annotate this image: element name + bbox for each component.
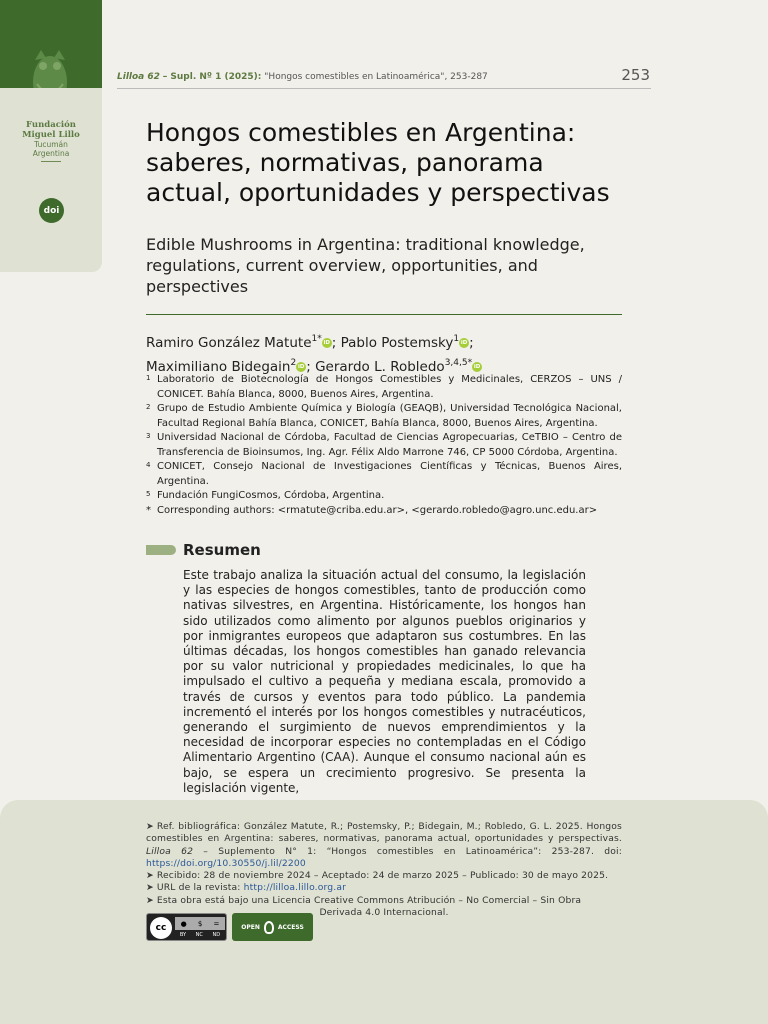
cc-conditions-icons: [175, 917, 225, 930]
citation-info: [146, 821, 622, 919]
affiliation-number: 1: [146, 374, 151, 382]
orcid-icon[interactable]: iD: [297, 364, 305, 370]
affiliation-number: *: [146, 504, 151, 516]
author-name: Gerardo L. Robledo: [315, 359, 445, 375]
license-text: Esta obra está bajo una Licencia Creative Commons Atribución – No Comercial – Sin Obra: [156, 894, 582, 906]
author-affiliation-mark: 2: [290, 358, 297, 368]
institution-divider: [41, 161, 61, 162]
affiliation-item: [146, 431, 622, 460]
author-separator: ;: [306, 359, 316, 375]
corresponding-authors: [146, 504, 622, 519]
affiliation-item: [146, 489, 622, 504]
author-name: Pablo Postemsky: [340, 335, 454, 351]
cc-label: NC: [195, 932, 203, 938]
doi-link[interactable]: https://doi.org/10.30550/j.lil/2200: [146, 857, 306, 869]
reference-journal: Lilloa 62: [146, 845, 194, 857]
license-text-cont: Derivada 4.0 Internacional.: [319, 907, 449, 919]
author-affiliation-mark: 1*: [311, 334, 322, 344]
article-title-english: Edible Mushrooms in Argentina: traditional knowledge, regulations, current overview, opportunities, and perspectives: [146, 235, 585, 296]
author-name: Maximiliano Bidegain: [146, 359, 291, 375]
owl-logo-icon: [26, 44, 76, 88]
cc-labels: [175, 932, 225, 938]
author-list: [146, 329, 626, 377]
cc-label: BY: [179, 932, 187, 938]
doi-icon[interactable]: doi: [39, 198, 64, 223]
affiliation-list: [146, 373, 622, 518]
institution-country: Argentina: [32, 149, 70, 158]
affiliation-text: Corresponding authors: <rmatute@criba.edu.ar>, <gerardo.robledo@agro.unc.edu.ar>: [157, 504, 598, 516]
affiliation-number: 5: [146, 490, 151, 498]
sidebar-header-band: [0, 0, 102, 88]
open-access-badge[interactable]: [232, 913, 313, 941]
journal-sidebar: [0, 0, 102, 272]
author-name: Ramiro González Matute: [146, 335, 312, 351]
open-lock-icon: [264, 921, 274, 934]
arrow-bullet-icon: ➤: [146, 894, 154, 906]
institution-name: Fundación Miguel Lillo: [22, 120, 80, 140]
section-marker: [146, 545, 176, 555]
orcid-icon[interactable]: iD: [460, 340, 468, 346]
header-divider: [117, 88, 651, 89]
open-access-label-2: ACCESS: [277, 923, 304, 931]
author-affiliation-mark: 3,4,5*: [444, 358, 473, 368]
affiliation-number: 3: [146, 432, 151, 440]
dates-text: Recibido: 28 de noviembre 2024 – Aceptado: 24 de marzo 2025 – Publicado: 30 de mayo 2025.: [156, 870, 609, 882]
cc-icon: cc: [150, 917, 172, 939]
issue-title: "Hongos comestibles en Latinoamérica", 253-287: [264, 72, 488, 82]
open-access-label: OPEN: [241, 923, 260, 931]
abstract-heading: Resumen: [183, 541, 261, 559]
journal-name: Lilloa 62: [117, 72, 160, 82]
title-divider: [146, 314, 622, 315]
journal-url-link[interactable]: http://lilloa.lillo.org.ar: [243, 882, 347, 894]
institution-block: [0, 120, 102, 162]
affiliation-number: 4: [146, 461, 151, 469]
running-head: [117, 72, 488, 82]
author-separator: ;: [331, 335, 341, 351]
orcid-icon[interactable]: iD: [323, 340, 330, 346]
arrow-bullet-icon: ➤: [146, 870, 154, 882]
affiliation-text: Laboratorio de Biotecnología de Hongos Comestibles y Medicinales, CERZOS – UNS / CONICET. Bahía Blanca, 8000, Buenos Aires, Argentina.: [157, 374, 622, 400]
noderivatives-icon: =: [213, 919, 220, 928]
institution-city: Tucumán: [34, 140, 68, 149]
author-affiliation-mark: 1: [453, 334, 460, 344]
reference-line: [146, 821, 622, 870]
affiliation-number: 2: [146, 403, 151, 411]
affiliation-text: Grupo de Estudio Ambiente Química y Biología (GEAQB), Universidad Tecnológica Nacional, Facultad Regional Bahía Blanca, CONICET, Bahía Blanca, 8000, Buenos Aires, Argentina.: [157, 403, 622, 429]
affiliation-item: [146, 402, 622, 431]
arrow-bullet-icon: ➤: [146, 821, 154, 832]
cc-label: ND: [212, 932, 221, 938]
attribution-icon: ●: [180, 919, 187, 928]
affiliation-item: [146, 460, 622, 489]
noncommercial-icon: $: [197, 919, 203, 928]
url-label: URL de la revista:: [156, 882, 241, 894]
affiliation-text: Fundación FungiCosmos, Córdoba, Argentina.: [157, 490, 385, 501]
author-separator: ;: [469, 335, 474, 351]
cc-license-badge[interactable]: [146, 913, 227, 941]
reference-suffix: – Suplemento N° 1: “Hongos comestibles en Latinoamérica”: 253-287. doi:: [203, 845, 622, 857]
affiliation-item: [146, 373, 622, 402]
affiliation-text: Universidad Nacional de Córdoba, Facultad de Ciencias Agropecuarias, CeTBIO – Centro de Transferencia de Bioinsumos, Ing. Agr. Félix Aldo Marrone 746, CP 5000 Córdoba, Argentina.: [157, 432, 622, 458]
orcid-icon[interactable]: iD: [473, 364, 481, 370]
affiliation-text: CONICET, Consejo Nacional de Investigaciones Científicas y Técnicas, Buenos Aires, Argentina.: [157, 461, 622, 487]
reference-text: Ref. bibliográfica: González Matute, R.; Postemsky, P.; Bidegain, M.; Robledo, G. L. 2025. Hongos comestibles en Argentina: saberes, normativas, panorama actual, oportunidades y perspectivas.: [146, 821, 622, 845]
arrow-bullet-icon: ➤: [146, 882, 154, 894]
page-number: 253: [621, 66, 650, 84]
supplement-info: – Supl. Nº 1 (2025):: [162, 72, 262, 82]
dates-line: [146, 870, 622, 882]
article-title: Hongos comestibles en Argentina: saberes, normativas, panorama actual, oportunidades y perspectivas: [146, 118, 610, 207]
abstract-text: Este trabajo analiza la situación actual del consumo, la legislación y las especies de hongos comestibles, tanto de producción como nativas silvestres, en Argentina. Históricamente, los hongos han sido utilizados como alimento por algunos pueblos originarios y por inmigrantes europeos que adaptaron sus costumbres. En las últimas décadas, los hongos comestibles han ganado relevancia por su valor nutricional y propiedades medicinales, lo que ha impulsado el cultivo a pequeña y mediana escala, promovido a través de cursos y eventos para todo público. La pandemia incrementó el interés por los hongos comestibles y nutracéuticos, generando el surgimiento de nuevos emprendimientos y la necesidad de incorporar especies no contempladas en el Código Alimentario Argentino (CAA). Aunque el consumo nacional aún es bajo, se espera un crecimiento progresivo. Se presenta la legislación vigente,: [183, 568, 586, 795]
url-line: [146, 882, 622, 894]
